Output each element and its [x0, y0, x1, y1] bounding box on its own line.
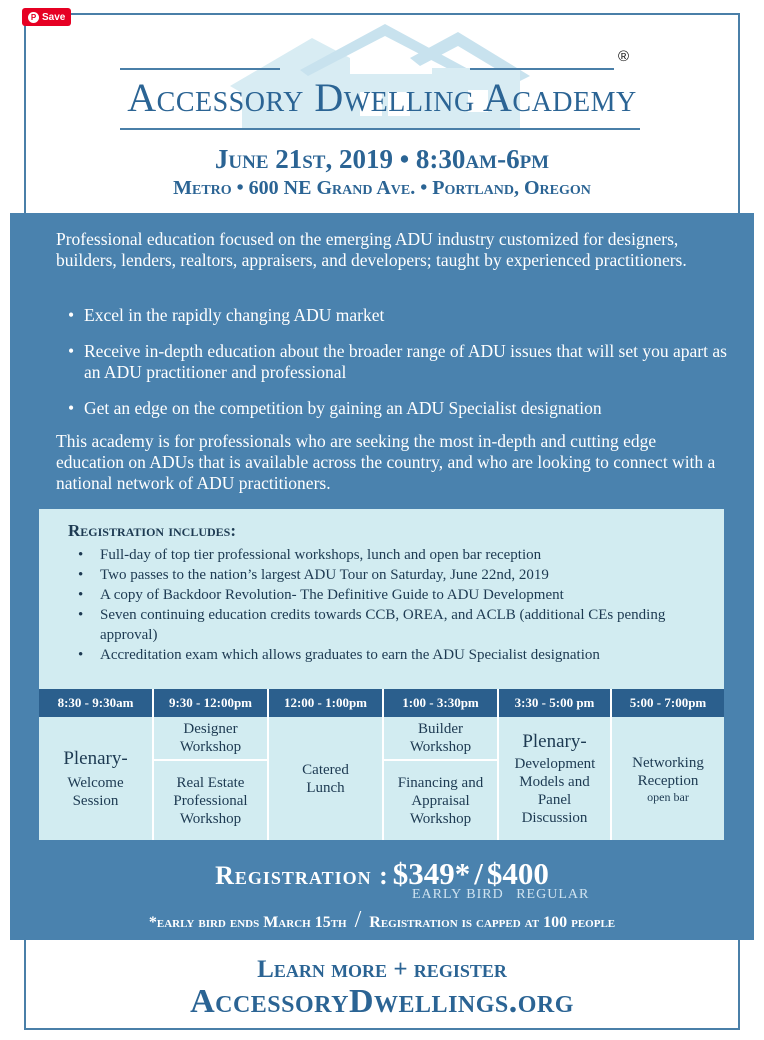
session-title: Plenary-: [522, 730, 587, 752]
session-cell: [39, 717, 152, 840]
event-venue: Metro • 600 NE Grand Ave. • Portland, Oregon: [173, 177, 591, 199]
session-cell: [154, 717, 267, 759]
save-label: Save: [42, 11, 66, 23]
session-title: Plenary-: [63, 747, 128, 769]
list-item: • Excel in the rapidly changing ADU market: [68, 305, 728, 326]
pinterest-icon: P: [28, 12, 39, 23]
registration-price: [0, 856, 764, 892]
list-item: • A copy of Backdoor Revolution- The Definitive Guide to ADU Development: [74, 585, 714, 605]
session-cell: [384, 717, 497, 759]
pinterest-save-button[interactable]: [22, 8, 71, 26]
row-divider: [154, 759, 267, 761]
session-body: Financing and Appraisal Workshop: [397, 774, 484, 827]
schedule-col-2: [154, 689, 267, 840]
session-body: Catered Lunch: [302, 761, 349, 796]
cta-heading: Learn more + register: [257, 956, 507, 983]
intro-paragraph: Professional education focused on the emerging ADU industry customized for designers, builders, lenders, realtors, appraisers, and developers; taught by experienced practitioners.: [56, 229, 687, 270]
time-header: 3:30 - 5:00 pm: [499, 689, 610, 717]
session-cell: [612, 717, 724, 840]
price-sublabels: [412, 887, 597, 903]
schedule-col-1: [39, 689, 152, 840]
time-header: 8:30 - 9:30am: [39, 689, 152, 717]
price-separator: /: [474, 856, 483, 891]
list-item: • Seven continuing education credits towards CCB, OREA, and ACLB (additional CEs pending approval): [74, 605, 714, 645]
list-item: • Receive in-depth education about the broader range of ADU issues that will set you apart as an ADU practitioner and professional: [68, 341, 728, 383]
price-label: Registration :: [215, 861, 389, 890]
event-date: June 21st, 2019 • 8:30am-6pm: [214, 144, 550, 174]
time-header: 5:00 - 7:00pm: [612, 689, 724, 717]
closing-paragraph: This academy is for professionals who are seeking the most in-depth and cutting edge education on ADUs that is available across the country, and who are looking to connect with a national network of ADU practitioners.: [56, 431, 716, 493]
website-link[interactable]: AccessoryDwellings.org: [190, 983, 574, 1020]
time-header: 9:30 - 12:00pm: [154, 689, 267, 717]
capacity-note: Registration is capped at 100 people: [369, 914, 616, 931]
session-cell: [384, 761, 497, 840]
session-cell: [499, 717, 610, 840]
session-body: Networking Reception: [632, 754, 704, 789]
schedule-table: [39, 689, 724, 840]
regular-label: REGULAR: [516, 887, 590, 902]
registration-notes: [0, 907, 764, 934]
page-title: Accessory Dwelling Academy: [127, 75, 637, 120]
note-separator: /: [354, 907, 362, 933]
schedule-col-3: [269, 689, 382, 840]
time-header: 1:00 - 3:30pm: [384, 689, 497, 717]
title-rule-top-left: [120, 68, 280, 70]
time-header: 12:00 - 1:00pm: [269, 689, 382, 717]
session-note: open bar: [647, 789, 689, 804]
title-rule-bottom: [120, 128, 640, 130]
includes-list: [74, 545, 714, 665]
session-body: Development Models and Panel Discussion: [514, 755, 596, 826]
session-body: Real Estate Professional Workshop: [173, 774, 248, 827]
session-body: Welcome Session: [67, 774, 124, 809]
early-bird-note: *early bird ends March 15th: [148, 914, 347, 931]
row-divider: [384, 759, 497, 761]
title-rule-top-right: [470, 68, 614, 70]
early-price: $349*: [392, 856, 471, 891]
schedule-col-5: [499, 689, 610, 840]
session-cell: [154, 761, 267, 840]
session-body: Builder Workshop: [409, 721, 472, 755]
schedule-col-4: [384, 689, 497, 840]
benefit-list: [68, 305, 728, 434]
schedule-col-6: [612, 689, 724, 840]
registered-mark: ®: [618, 48, 630, 65]
list-item: • Accreditation exam which allows graduates to earn the ADU Specialist designation: [74, 645, 714, 665]
session-body: Designer Workshop: [179, 721, 242, 755]
list-item: • Two passes to the nation’s largest ADU Tour on Saturday, June 22nd, 2019: [74, 565, 714, 585]
list-item: • Full-day of top tier professional workshops, lunch and open bar reception: [74, 545, 714, 565]
list-item: • Get an edge on the competition by gaining an ADU Specialist designation: [68, 398, 728, 419]
includes-title: Registration includes:: [68, 521, 237, 540]
early-bird-label: EARLY BIRD: [412, 887, 504, 902]
session-cell: [269, 717, 382, 840]
regular-price: $400: [486, 856, 549, 891]
